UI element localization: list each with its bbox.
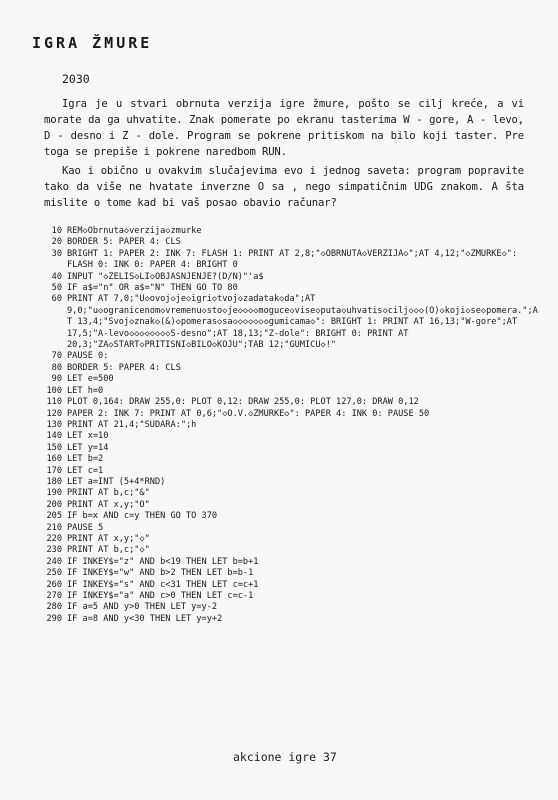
line-number: 280: [46, 602, 62, 613]
listing-line: [38, 591, 538, 602]
line-number: 170: [46, 465, 62, 476]
line-number: 100: [46, 385, 62, 396]
line-statement: LET a=INT (5+4*RND): [67, 476, 166, 487]
listing-line: [38, 580, 538, 591]
line-number: 60: [51, 294, 62, 305]
listing-line: [38, 226, 538, 237]
line-number: 20: [51, 237, 62, 248]
line-statement: PRINT AT 21,4;"SUDARA:";h: [67, 419, 197, 430]
line-statement: PRINT AT b,c;"&": [67, 488, 150, 499]
page-footer: akcione igre 37: [233, 750, 337, 764]
listing-line: [38, 466, 538, 477]
line-statement: BORDER 5: PAPER 4: CLS: [67, 237, 181, 248]
line-number: 110: [46, 397, 62, 408]
line-statement: IF a=8 AND y<30 THEN LET y=y+2: [67, 613, 223, 624]
line-statement: PRINT AT 7,0;"U◇ovoj◇je◇igri◇tvoj◇zadatak◇da";AT 9,0;"u◇ogranicenom◇vremenu◇sto◇je◇◇◇◇moguce◇vise◇puta◇uhvatis◇cilj◇◇◇(O)◇koji◇se◇pomera.";AT 13,4;"Svoj◇znak◇(&)◇pomeras◇sa◇◇◇◇◇◇◇gumicama◇": BRIGHT 1: PRINT AT 16,13;"W-gore";AT 17,5;"A-levo◇◇◇◇◇◇◇◇S-desno";AT 18,13;"Z-dole": BRIGHT 0: PRINT AT 20,3;"ZA◇START◇PRITISNI◇BILO◇KOJU";TAB 12;"GUMICU◇!": [67, 294, 538, 351]
listing-line: [38, 614, 538, 625]
listing-line: [38, 409, 538, 420]
line-number: 270: [46, 591, 62, 601]
listing-line: [38, 363, 538, 374]
listing-line: [38, 523, 538, 534]
line-number: 40: [51, 271, 62, 282]
line-statement: IF a=5 AND y>0 THEN LET y=y-2: [67, 602, 218, 613]
line-number: 80: [51, 362, 62, 373]
line-statement: REM◇Obrnuta◇verzija◇zmurke: [67, 226, 202, 236]
line-number: 10: [51, 226, 62, 236]
line-statement: PAPER 2: INK 7: PRINT AT 0,6;"◇O.V.◇ZMURKE◇": PAPER 4: INK 0: PAUSE 50: [67, 408, 430, 419]
line-number: 200: [46, 499, 62, 510]
line-statement: IF a$="n" OR a$="N" THEN GO TO 80: [67, 283, 238, 294]
line-number: 160: [46, 454, 62, 465]
line-number: 130: [46, 419, 62, 430]
listing-line: [38, 249, 538, 272]
line-number: 70: [51, 351, 62, 362]
line-statement: PAUSE 0:: [67, 351, 109, 362]
line-statement: LET c=1: [67, 465, 104, 476]
line-number: 250: [46, 568, 62, 579]
listing-line: [38, 454, 538, 465]
line-number: 220: [46, 533, 62, 544]
line-statement: LET y=14: [67, 442, 109, 453]
listing-line: [38, 500, 538, 511]
line-statement: BORDER 5: PAPER 4: CLS: [67, 362, 181, 373]
line-statement: IF INKEY$="s" AND c<31 THEN LET c=c+1: [67, 579, 259, 590]
intro-paragraph: Igra je u stvari obrnuta verzija igre žmure, pošto se cilj kreće, a vi morate da ga uhvatite. Znak pomerate po ekranu tasterima W - gore, A - levo, D - desno i Z - dole. Program se pokrene pritiskom na bilo koji taster. Pre toga se prepiše i pokrene naredbom RUN.: [44, 98, 524, 158]
listing-line: [38, 443, 538, 454]
listing-line: [38, 511, 538, 522]
line-statement: IF b=x AND c=y THEN GO TO 370: [67, 511, 218, 522]
line-number: 180: [46, 476, 62, 487]
line-number: 290: [46, 613, 62, 624]
listing-line: [38, 477, 538, 488]
line-number: 150: [46, 442, 62, 453]
line-statement: PRINT AT x,y;"O": [67, 499, 150, 510]
listing-line: [38, 420, 538, 431]
line-number: 230: [46, 545, 62, 556]
line-statement: IF INKEY$="w" AND b>2 THEN LET b=b-1: [67, 568, 254, 579]
listing-line: [38, 488, 538, 499]
line-number: 260: [46, 579, 62, 590]
line-number: 210: [46, 522, 62, 533]
listing-line: [38, 374, 538, 385]
line-number: 120: [46, 408, 62, 419]
line-statement: LET b=2: [67, 454, 104, 465]
line-number: 30: [51, 248, 62, 259]
listing-line: [38, 557, 538, 568]
line-number: 190: [46, 488, 62, 499]
line-statement: IF INKEY$="a" AND c>0 THEN LET c=c-1: [67, 591, 254, 601]
line-number: 140: [46, 431, 62, 442]
listing-line: [38, 237, 538, 248]
line-statement: LET e=500: [67, 374, 114, 385]
page-title: IGRA ŽMURE: [32, 34, 153, 52]
line-statement: INPUT "◇ZELIS◇LI◇OBJASNJENJE?(D/N)"'a$: [67, 271, 264, 282]
listing-line: [38, 431, 538, 442]
listing-line: [38, 351, 538, 362]
line-number: 90: [51, 374, 62, 385]
listing-line: [38, 397, 538, 408]
line-statement: BRIGHT 1: PAPER 2: INK 7: FLASH 1: PRINT AT 2,8;"◇OBRNUTA◇VERZIJA◇";AT 4,12;"◇ZMURKE◇": FLASH 0: INK 0: PAPER 4: BRIGHT 0: [67, 248, 523, 271]
listing-line: [38, 272, 538, 283]
basic-listing: [38, 226, 538, 625]
listing-line: [38, 568, 538, 579]
line-statement: IF INKEY$="z" AND b<19 THEN LET b=b+1: [67, 556, 259, 567]
line-statement: PRINT AT x,y;"◇": [67, 533, 150, 544]
listing-line: [38, 294, 538, 351]
line-statement: PAUSE 5: [67, 522, 104, 533]
line-number: 50: [51, 283, 62, 294]
listing-line: [38, 545, 538, 556]
line-number: 205: [46, 511, 62, 522]
advice-paragraph: Kao i obično u ovakvim slučajevima evo i jednog saveta: program popravite tako da više ne hvatate inverzne O sa , nego simpatičnim UDG znakom. A šta mislite o tome kad bi vaš posao obavio računar?: [44, 165, 524, 209]
listing-line: [38, 534, 538, 545]
listing-line: [38, 602, 538, 613]
line-statement: LET x=10: [67, 431, 109, 442]
line-number: 240: [46, 556, 62, 567]
listing-line: [38, 386, 538, 397]
line-statement: PLOT 0,164: DRAW 255,0: PLOT 0,12: DRAW 255,0: PLOT 127,0: DRAW 0,12: [67, 397, 419, 408]
line-statement: LET h=0: [67, 385, 104, 396]
listing-line: [38, 283, 538, 294]
line-statement: PRINT AT b,c;"◇": [67, 545, 150, 556]
program-code: 2030: [62, 72, 90, 86]
